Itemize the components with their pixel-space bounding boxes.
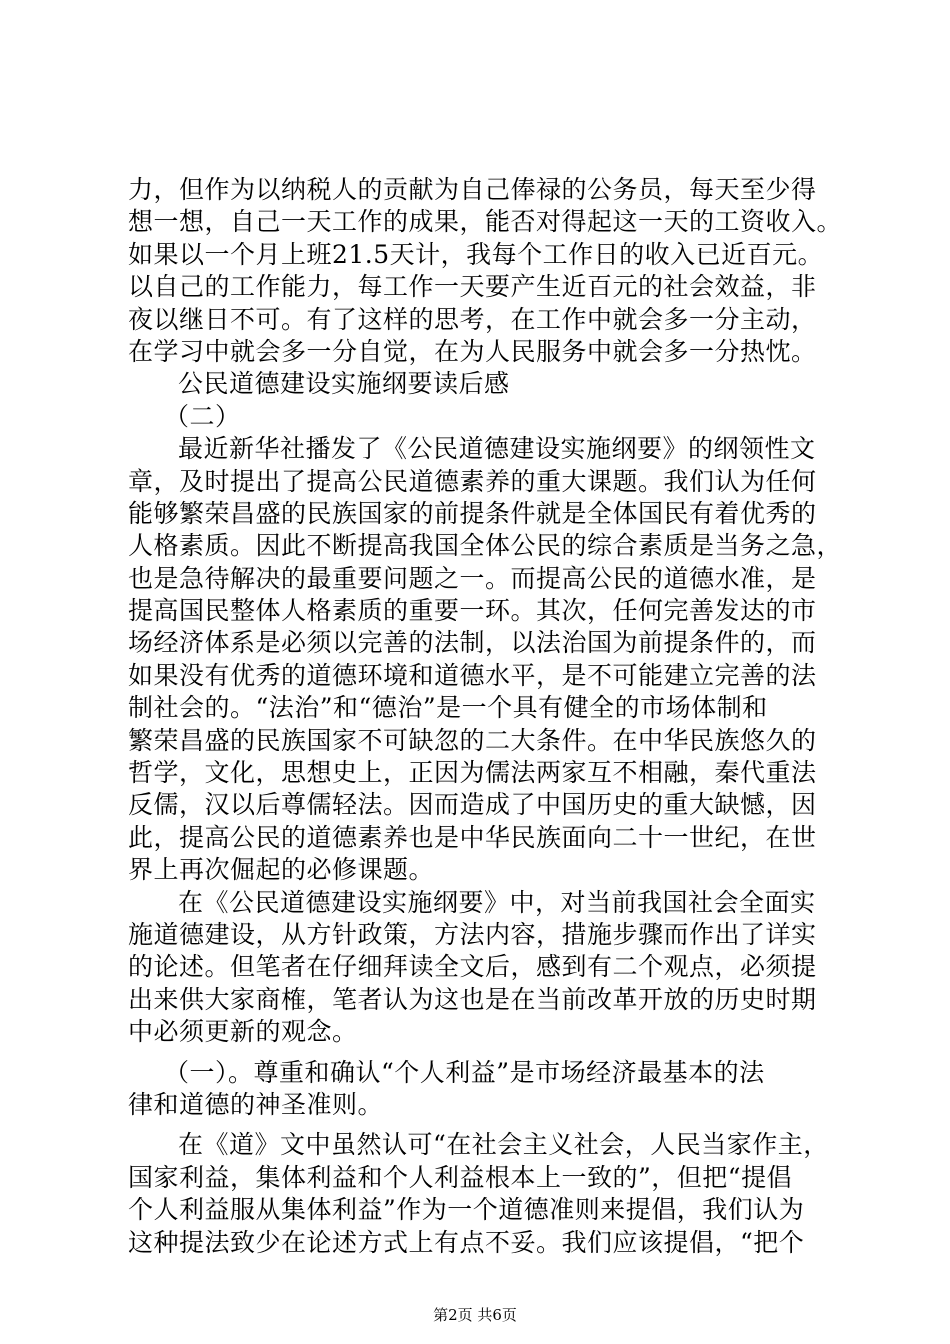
text-line: 章，及时提出了提高公民道德素养的重大课题。我们认为任何 xyxy=(128,466,817,496)
text-line: 此，提高公民的道德素养也是中华民族面向二十一世纪，在世 xyxy=(128,822,817,852)
text-line: 力，但作为以纳税人的贡献为自己俸禄的公务员，每天至少得 xyxy=(128,175,817,204)
text-line: 想一想，自己一天工作的成果，能否对得起这一天的工资收入。 xyxy=(128,207,843,237)
section-title: 公民道德建设实施纲要读后感 xyxy=(178,369,510,399)
text-line: 在《道》文中虽然认可“在社会主义社会，人民当家作主， xyxy=(178,1130,829,1160)
paragraph-spacer xyxy=(128,1049,828,1057)
page-footer: 第2页 共6页 xyxy=(433,1306,517,1324)
text-line: 最近新华社播发了《公民道德建设实施纲要》的纲领性文 xyxy=(178,434,816,464)
text-line: 繁荣昌盛的民族国家不可缺忽的二大条件。在中华民族悠久的 xyxy=(128,725,817,755)
text-line: 如果没有优秀的道德环境和道德水平，是不可能建立完善的法 xyxy=(128,660,817,690)
document-body xyxy=(128,174,843,1259)
text-line: 反儒，汉以后尊儒轻法。因而造成了中国历史的重大缺憾，因 xyxy=(128,790,817,820)
text-line: 人格素质。因此不断提高我国全体公民的综合素质是当务之急， xyxy=(128,531,843,561)
text-line: 个人利益服从集体利益”作为一个道德准则来提倡，我们认为 xyxy=(128,1195,805,1225)
text-line: 中必须更新的观念。 xyxy=(128,1017,358,1047)
text-line: 在《公民道德建设实施纲要》中，对当前我国社会全面实 xyxy=(178,887,816,917)
text-line: 在学习中就会多一分自觉，在为人民服务中就会多一分热忱。 xyxy=(128,336,817,366)
text-line: 能够繁荣昌盛的民族国家的前提条件就是全体国民有着优秀的 xyxy=(128,498,817,528)
text-line: 国家利益，集体利益和个人利益根本上一致的”，但把“提倡 xyxy=(128,1162,793,1192)
text-line: 以自己的工作能力，每工作一天要产生近百元的社会效益，非 xyxy=(128,272,817,302)
text-line: 施道德建设，从方针政策，方法内容，措施步骤而作出了详实 xyxy=(128,919,817,949)
section-number: （二） xyxy=(164,401,241,431)
text-line: 提高国民整体人格素质的重要一环。其次，任何完善发达的市 xyxy=(128,596,817,626)
text-line: 的论述。但笔者在仔细拜读全文后，感到有二个观点，必须提 xyxy=(128,952,817,982)
subsection-heading-continued: 律和道德的神圣准则。 xyxy=(128,1089,384,1119)
text-line: 夜以继日不可。有了这样的思考，在工作中就会多一分主动， xyxy=(128,304,817,334)
subsection-heading: （一）。尊重和确认“个人利益”是市场经济最基本的法 xyxy=(164,1057,765,1087)
text-line: 也是急待解决的最重要问题之一。而提高公民的道德水准，是 xyxy=(128,563,817,593)
text-line: 场经济体系是必须以完善的法制，以法治国为前提条件的，而 xyxy=(128,628,817,658)
text-line: 哲学，文化，思想史上，正因为儒法两家互不相融，秦代重法 xyxy=(128,758,817,788)
text-line: 制社会的。“法治”和“德治”是一个具有健全的市场体制和 xyxy=(128,693,768,723)
text-line: 如果以一个月上班21.5天计，我每个工作日的收入已近百元。 xyxy=(128,239,824,269)
paragraph-spacer xyxy=(128,1121,828,1129)
text-line: 界上再次倔起的必修课题。 xyxy=(128,855,435,885)
text-line: 这种提法致少在论述方式上有点不妥。我们应该提倡，“把个 xyxy=(128,1227,805,1257)
text-line: 出来供大家商榷，笔者认为这也是在当前改革开放的历史时期 xyxy=(128,984,817,1014)
